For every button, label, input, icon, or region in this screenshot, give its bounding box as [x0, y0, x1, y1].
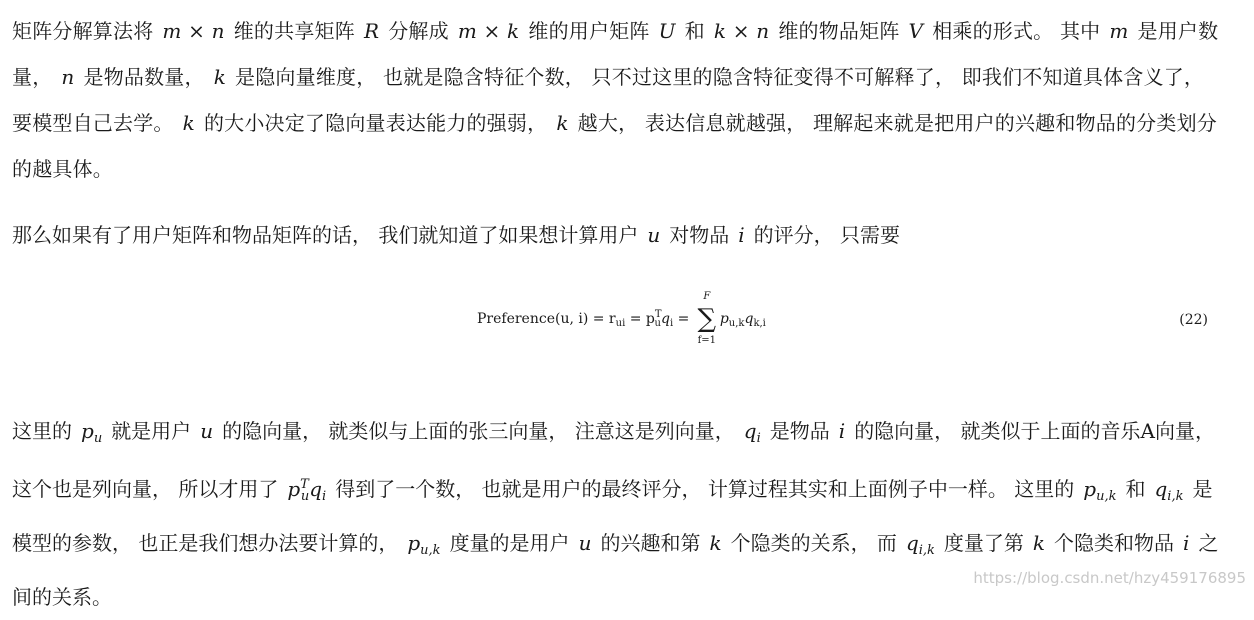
csdn-watermark: https://blog.csdn.net/hzy459176895 — [973, 569, 1246, 587]
math-i: i — [1183, 531, 1190, 555]
math-symbol: p — [287, 477, 301, 501]
math-k: k — [556, 111, 569, 135]
text: 越大， 表达信息就越强， 理解起来就是把用户的兴趣和物品的分类划分的越具体。 — [12, 111, 1217, 181]
text: 维的共享矩阵 — [233, 19, 355, 43]
math-R: R — [363, 19, 380, 43]
math-subscript: i — [322, 489, 327, 504]
text: 度量的是用户 — [449, 531, 570, 555]
paragraph-matrix-factorization — [12, 8, 1230, 192]
math-u: u — [200, 419, 214, 443]
math-m-times-n: m × n — [162, 19, 225, 43]
math-k: k — [213, 65, 227, 89]
text: 个隐类的关系， 而 — [730, 531, 897, 555]
equation-number: (22) — [1179, 312, 1208, 328]
math-p-u — [72, 419, 111, 446]
math-subscript: u,k — [1096, 489, 1117, 504]
equation-subscript: k,i — [753, 318, 766, 329]
math-m: m — [1109, 19, 1129, 43]
math-k-times-n: k × n — [713, 19, 770, 43]
math-p-uk — [398, 531, 449, 558]
math-u: u — [578, 531, 592, 555]
text: 得到了一个数， 也就是用户的最终评分， 计算过程其实和上面例子中一样。 这里的 — [335, 477, 1075, 501]
math-U: U — [658, 19, 676, 43]
math-subscript: u,k — [420, 543, 441, 558]
text: 之间的关系。 — [12, 531, 1219, 609]
summation-symbol — [696, 291, 718, 346]
math-q-i — [735, 419, 770, 446]
text: 就是用户 — [111, 419, 192, 443]
text: 分解成 — [388, 19, 449, 43]
text: 个隐类和物品 — [1054, 531, 1175, 555]
text: 是物品数量， — [83, 65, 205, 89]
text: 维的用户矩阵 — [528, 19, 650, 43]
sigma-glyph: ∑ — [697, 304, 717, 334]
paragraph-rating-intro — [12, 212, 1230, 258]
equation-block — [12, 258, 1230, 408]
math-q-ik — [897, 531, 944, 558]
math-n: n — [61, 65, 75, 89]
equation-subscript: u,k — [728, 318, 745, 329]
math-superscript: T — [300, 477, 309, 492]
math-k: k — [182, 111, 195, 135]
equation-part: q — [661, 311, 670, 327]
text: 对物品 — [669, 223, 730, 247]
math-i: i — [838, 419, 846, 443]
math-symbol: q — [309, 477, 323, 501]
summation-lower-limit: f=1 — [697, 335, 717, 346]
equation-subscript: i — [669, 318, 674, 329]
math-symbol: p — [1083, 477, 1097, 501]
math-p-uk — [1074, 477, 1125, 504]
text: 相乘的形式。 其中 — [932, 19, 1101, 43]
math-symbol: p — [81, 419, 94, 443]
text: 矩阵分解算法将 — [12, 19, 154, 43]
article-body — [12, 8, 1230, 620]
text: 的大小决定了隐向量表达能力的强弱， — [203, 111, 548, 135]
math-u: u — [647, 223, 661, 247]
equation-preference — [477, 291, 766, 346]
text: 是物品 — [769, 419, 830, 443]
math-pT-q — [278, 477, 335, 504]
math-subscript: i — [756, 431, 761, 446]
math-symbol: q — [743, 419, 757, 443]
text: 那么如果有了用户矩阵和物品矩阵的话， 我们就知道了如果想计算用户 — [12, 223, 639, 247]
text: 的兴趣和第 — [600, 531, 701, 555]
math-symbol: q — [905, 531, 919, 555]
math-q-ik — [1145, 477, 1192, 504]
equation-subscript: u — [654, 318, 661, 329]
math-subscript: u — [300, 489, 310, 504]
math-i: i — [738, 223, 745, 247]
text: 是用户数量， — [12, 19, 1219, 89]
math-subscript: i,k — [918, 543, 935, 558]
equation-subscript: ui — [615, 318, 626, 329]
math-k: k — [1032, 531, 1046, 555]
equation-superscript: T — [654, 309, 662, 320]
math-subscript: i,k — [1167, 489, 1184, 504]
math-symbol: q — [1154, 477, 1168, 501]
text: 的评分， 只需要 — [753, 223, 901, 247]
equation-lhs: Preference(u, i) = r — [477, 311, 616, 327]
text: 和 — [1125, 477, 1146, 501]
math-m-times-k: m × k — [457, 19, 520, 43]
text: 是隐向量维度， 也就是隐含特征个数， 只不过这里的隐含特征变得不可解释了， 即我们不知道具体含义了， 要模型自己去学。 — [12, 65, 1205, 135]
text: 维的物品矩阵 — [778, 19, 900, 43]
summation-upper-limit: F — [703, 291, 711, 302]
paragraph-latent-vectors — [12, 408, 1230, 620]
equation-part: = p — [625, 311, 655, 327]
text: 和 — [684, 19, 705, 43]
equation-part: = — [673, 311, 694, 327]
text: 这里的 — [12, 419, 72, 443]
text: 的隐向量， 就类似于上面的音乐A向量， 这个也是列向量， 所以才用了 — [12, 419, 1215, 501]
math-subscript: u — [93, 431, 103, 446]
text: 度量了第 — [943, 531, 1024, 555]
text: 的隐向量， 就类似与上面的张三向量， 注意这是列向量， — [222, 419, 735, 443]
equation-part: q — [744, 311, 754, 327]
math-V: V — [908, 19, 924, 43]
math-symbol: p — [407, 531, 421, 555]
math-k: k — [709, 531, 722, 555]
text: 是模型的参数， 也正是我们想办法要计算的， — [12, 477, 1213, 555]
equation-part: p — [719, 311, 729, 327]
